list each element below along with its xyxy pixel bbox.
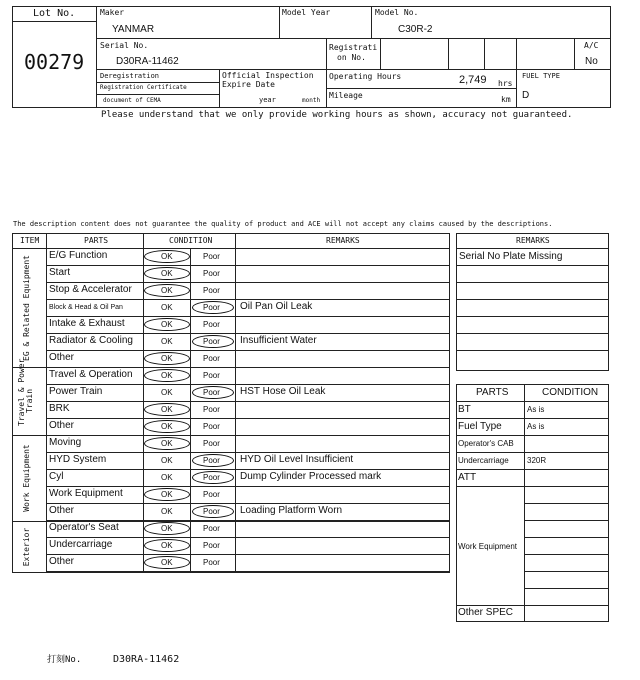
condition-ok: OK <box>161 286 173 295</box>
lot-no-value: 00279 <box>24 50 85 74</box>
table-row <box>46 452 450 469</box>
condition-selected-oval <box>144 403 190 416</box>
row-part-label: Power Train <box>49 386 103 397</box>
group-label-eg: EG & Related Equipment <box>22 255 31 361</box>
group-label-travel <box>17 358 40 426</box>
mileage-label: Mileage <box>329 91 363 100</box>
hours-notice: Please understand that we only provide working hours as shown, accuracy not guaranteed. <box>101 110 573 120</box>
ac-value: No <box>585 56 598 67</box>
operating-hours-value: 2,749 <box>459 74 487 86</box>
condition-ok: OK <box>161 354 173 363</box>
condition-selected-oval <box>144 369 190 382</box>
condition-selected-oval <box>144 437 190 450</box>
condition-selected-oval <box>144 352 190 365</box>
table-row <box>46 265 450 282</box>
maker-label: Maker <box>100 8 125 17</box>
condition-poor: Poor <box>203 456 220 465</box>
condition-selected-oval <box>192 386 234 399</box>
row-part-label: Other <box>49 352 75 363</box>
condition-selected-oval <box>144 318 190 331</box>
condition-poor: Poor <box>203 269 220 278</box>
right-parts-row-label: BT <box>458 404 471 415</box>
condition-poor: Poor <box>203 490 220 499</box>
condition-poor: Poor <box>203 286 220 295</box>
row-part-label: Travel & Operation <box>49 369 133 380</box>
disclaimer: The description content does not guarantee the quality of product and ACE will not accept any claims caused by the descriptions. <box>13 220 553 228</box>
condition-poor: Poor <box>203 558 220 567</box>
table-row <box>46 316 450 333</box>
row-remark: Insufficient Water <box>240 335 317 346</box>
year-label: year <box>259 96 276 104</box>
row-part-label: Operator's Seat <box>49 522 119 533</box>
row-remark: HYD Oil Level Insufficient <box>240 454 354 465</box>
condition-selected-oval <box>144 556 190 569</box>
right-parts-header: PARTS <box>476 387 509 398</box>
right-remarks-header: REMARKS <box>516 236 550 245</box>
condition-selected-oval <box>144 267 190 280</box>
ac-label: A/C <box>584 41 599 50</box>
row-part-label: HYD System <box>49 454 107 465</box>
condition-poor: Poor <box>203 337 220 346</box>
table-row <box>46 248 450 265</box>
right-remarks-line-1: Serial No Plate Missing <box>459 251 563 262</box>
row-part-label: Stop & Accelerator <box>49 284 132 295</box>
condition-poor: Poor <box>203 507 220 516</box>
right-parts-row-label: Undercarriage <box>458 456 509 465</box>
condition-ok: OK <box>161 371 173 380</box>
condition-selected-oval <box>192 301 234 314</box>
condition-poor: Poor <box>203 422 220 431</box>
row-part-label: Intake & Exhaust <box>49 318 125 329</box>
condition-poor: Poor <box>203 371 220 380</box>
row-part-label: Cyl <box>49 471 64 482</box>
fuel-type-label: FUEL TYPE <box>522 72 560 80</box>
condition-ok: OK <box>161 388 173 397</box>
serial-no-label: Serial No. <box>100 41 149 50</box>
row-part-label: Start <box>49 267 71 278</box>
table-row <box>46 554 450 571</box>
row-remark: Oil Pan Oil Leak <box>240 301 313 312</box>
table-row <box>46 486 450 503</box>
right-parts-row-label: ATT <box>458 472 477 483</box>
condition-selected-oval <box>144 420 190 433</box>
row-part-label: Block & Head & Oil Pan <box>49 304 123 311</box>
table-row <box>46 299 450 316</box>
operating-hours-label: Operating Hours <box>329 72 402 81</box>
condition-ok: OK <box>161 252 173 261</box>
right-parts-row-condition: 320R <box>527 456 547 465</box>
condition-ok: OK <box>161 524 173 533</box>
table-row <box>46 333 450 350</box>
model-no-label: Model No. <box>375 8 419 17</box>
table-row <box>46 367 450 384</box>
condition-selected-oval <box>144 250 190 263</box>
right-parts-row-label: Operator's CAB <box>458 439 514 448</box>
registration-certificate-label: Registration Certificate <box>100 84 187 91</box>
table-row <box>46 537 450 554</box>
condition-ok: OK <box>161 439 173 448</box>
model-year-label: Model Year <box>282 8 331 17</box>
condition-poor: Poor <box>203 541 220 550</box>
condition-poor: Poor <box>203 439 220 448</box>
condition-ok: OK <box>161 303 173 312</box>
group-label-travel-1: Travel & Power <box>17 358 26 426</box>
condition-poor: Poor <box>203 388 220 397</box>
right-parts-row-condition: As is <box>527 422 545 431</box>
group-label-work: Work Equipment <box>22 444 31 512</box>
right-parts-row-label: Fuel Type <box>458 421 502 432</box>
col-remarks-header: REMARKS <box>326 236 360 245</box>
condition-poor: Poor <box>203 303 220 312</box>
stamp-no-label: 打刻No. <box>47 655 82 665</box>
serial-no-value: D30RA-11462 <box>116 56 179 67</box>
col-item-header: ITEM <box>20 236 40 245</box>
condition-ok: OK <box>161 320 173 329</box>
row-part-label: BRK <box>49 403 70 414</box>
condition-ok: OK <box>161 405 173 414</box>
right-parts-row-condition: As is <box>527 405 545 414</box>
condition-poor: Poor <box>203 252 220 261</box>
hrs-label: hrs <box>498 79 513 88</box>
condition-selected-oval <box>144 539 190 552</box>
condition-ok: OK <box>161 490 173 499</box>
condition-selected-oval <box>192 454 234 467</box>
row-part-label: E/G Function <box>49 250 108 261</box>
col-parts-header: PARTS <box>84 236 109 245</box>
row-part-label: Undercarriage <box>49 539 113 550</box>
table-row <box>46 282 450 299</box>
table-row <box>46 401 450 418</box>
condition-ok: OK <box>161 473 173 482</box>
row-remark: Dump Cylinder Processed mark <box>240 471 382 482</box>
group-label-exterior: Exterior <box>22 527 31 567</box>
row-remark: Loading Platform Worn <box>240 505 343 516</box>
condition-ok: OK <box>161 422 173 431</box>
row-part-label: Other <box>49 556 75 567</box>
row-part-label: Work Equipment <box>49 488 123 499</box>
registration-no-label-1: Registrati <box>329 43 378 52</box>
official-inspection-label-1: Official Inspection <box>222 71 314 80</box>
condition-ok: OK <box>161 507 173 516</box>
col-condition-header: CONDITION <box>169 236 213 245</box>
row-part-label: Other <box>49 420 75 431</box>
condition-ok: OK <box>161 456 173 465</box>
row-remark: HST Hose Oil Leak <box>240 386 326 397</box>
table-row <box>46 418 450 435</box>
table-row <box>46 435 450 452</box>
condition-poor: Poor <box>203 320 220 329</box>
table-row <box>46 520 450 537</box>
table-row <box>46 503 450 520</box>
row-part-label: Radiator & Cooling <box>49 335 133 346</box>
right-work-equipment-label: Work Equipment <box>458 542 517 551</box>
model-no-value: C30R-2 <box>398 24 433 35</box>
row-part-label: Other <box>49 505 75 516</box>
table-row <box>46 469 450 486</box>
condition-selected-oval <box>144 488 190 501</box>
condition-poor: Poor <box>203 524 220 533</box>
document-of-cema-label: document of CEMA <box>103 97 161 104</box>
condition-selected-oval <box>144 522 190 535</box>
month-label: month <box>302 97 321 104</box>
right-condition-header: CONDITION <box>542 387 599 398</box>
condition-ok: OK <box>161 541 173 550</box>
condition-selected-oval <box>192 505 234 518</box>
stamp-no-value: D30RA-11462 <box>113 654 180 665</box>
maker-value: YANMAR <box>112 24 155 35</box>
table-row <box>46 384 450 401</box>
row-part-label: Moving <box>49 437 82 448</box>
condition-poor: Poor <box>203 473 220 482</box>
condition-poor: Poor <box>203 354 220 363</box>
table-row <box>46 350 450 367</box>
fuel-type-value: D <box>522 90 530 101</box>
condition-poor: Poor <box>203 405 220 414</box>
condition-ok: OK <box>161 269 173 278</box>
right-other-spec-label: Other SPEC <box>458 607 514 618</box>
official-inspection-label-2: Expire Date <box>222 80 275 89</box>
lot-no-label: Lot No. <box>33 8 76 19</box>
condition-selected-oval <box>192 471 234 484</box>
km-label: km <box>501 95 511 104</box>
condition-selected-oval <box>192 335 234 348</box>
deregistration-label: Deregistration <box>100 72 160 80</box>
condition-ok: OK <box>161 337 173 346</box>
condition-selected-oval <box>144 284 190 297</box>
group-label-travel-2: Train <box>25 388 35 414</box>
condition-ok: OK <box>161 558 173 567</box>
registration-no-label-2: on No. <box>337 53 366 62</box>
